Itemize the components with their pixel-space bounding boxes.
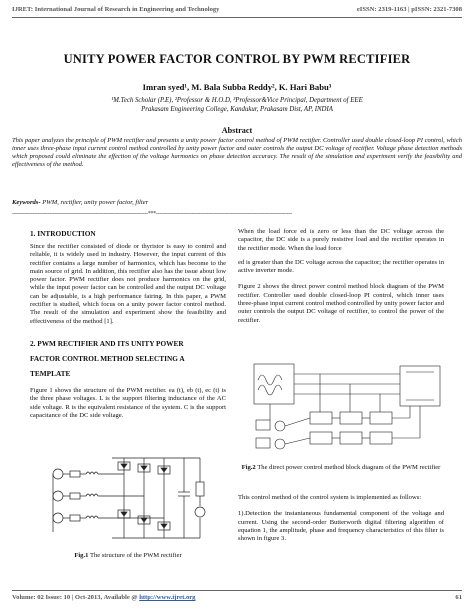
figure-1-circuit bbox=[50, 452, 230, 544]
section-2-heading-line-1: 2. PWM RECTIFIER AND ITS UNITY POWER bbox=[30, 338, 184, 348]
journal-header bbox=[12, 6, 462, 13]
figure-2-caption-text: The direct power control method block diagram of the PWM rectifier bbox=[255, 464, 441, 471]
section-1-heading: 1. INTRODUCTION bbox=[30, 229, 96, 238]
footer-rule bbox=[12, 590, 462, 591]
figure-2-block-diagram bbox=[250, 360, 446, 458]
section-1-text: Since the rectifier consisted of diode or thyristor is easy to control and reliable, it is widely used in industry. However, the input current of this rectifier contains a large number of harmonics, which has become to the main source of grid. In addition, this rectifier also has the issue about low power factor. PWM rectifier does not produce harmonics on the grid, while the input power factor can be controlled and the output DC voltage can be adjustable, is a high performance fairing. In this paper, a PWM rectifier is studied, which focus on a unity power factor control method. The result of the simulation and experiment show the feasibility and effectiveness of the method [1]. bbox=[30, 243, 226, 325]
right-paragraph-4: This control method of the control system is implemented as follows: bbox=[238, 494, 422, 501]
footer-volume-info bbox=[12, 594, 195, 601]
keywords bbox=[12, 199, 462, 206]
section-separator: --------------------------------------------------------------------------------***-------------------------------------------------------------------------------- bbox=[12, 211, 292, 217]
section-2-heading bbox=[30, 336, 226, 381]
journal-link[interactable]: http://www.ijret.org bbox=[139, 594, 196, 601]
figure-2-label: Fig.2 bbox=[241, 464, 256, 471]
affiliation-line-2: Prakasam Engineering College, Kandukur, Prakasam Dist, AP, INDIA bbox=[141, 106, 333, 113]
header-rule bbox=[12, 17, 462, 18]
left-column bbox=[30, 228, 226, 420]
keywords-label: Keywords- bbox=[12, 199, 41, 206]
figure-1-caption-text: The structure of the PWM rectifier bbox=[88, 552, 182, 559]
right-paragraph-3: Figure 2 shows the direct power control method block diagram of the PWM rectifier. Controller used double closed-loop PI control, which inner uses three-phase input current control method controlled by unity power factor and outer controls the output DC voltage of rectifier, to control the power of the rectifier. bbox=[238, 283, 444, 324]
right-paragraph-2: ed is greater than the DC voltage across the capacitor; the rectifier operates in active inverter mode. bbox=[238, 258, 444, 275]
section-2-heading-line-3: TEMPLATE bbox=[30, 368, 71, 378]
figure-1-label: Fig.1 bbox=[74, 552, 89, 559]
affiliation-line-1: ¹M.Tech Scholar (P.E), ²Professor & H.O.D, ³Professor&Vice Principal, Department of EEE bbox=[111, 97, 363, 104]
header-issn: eISSN: 2319-1163 | pISSN: 2321-7308 bbox=[356, 6, 462, 13]
section-2-heading-line-2: FACTOR CONTROL METHOD SELECTING A bbox=[30, 353, 185, 363]
figure-2-caption bbox=[238, 464, 444, 473]
page-number: 61 bbox=[455, 594, 462, 601]
paper-title: UNITY POWER FACTOR CONTROL BY PWM RECTIFIER bbox=[63, 52, 411, 66]
footer-volume-text: Volume: 02 Issue: 10 | Oct-2013, Available @ bbox=[12, 594, 140, 601]
right-column bbox=[238, 228, 444, 325]
header-journal-name: IJRET: International Journal of Research in Engineering and Technology bbox=[12, 6, 220, 13]
author-list: Imran syed¹, M. Bala Subba Reddy², K. Hari Babu³ bbox=[142, 82, 332, 92]
right-paragraph-1: When the load force ed is zero or less than the DC voltage across the capacitor, the DC side is a purely resistive load and the rectifier operates in the rectifier mode. When the load force bbox=[238, 228, 444, 252]
abstract-heading: Abstract bbox=[221, 126, 253, 135]
keywords-text: PWM, rectifier, unity power factor, filter bbox=[40, 199, 149, 206]
right-paragraph-5: 1).Detection the instantaneous fundamental component of the voltage and current. Using the second-order Butterworth digital filtering algorithm of equation 1, the amplitude, phase and frequency characteristics of this filter is shown in figure 3. bbox=[238, 510, 444, 543]
page-footer bbox=[12, 594, 462, 601]
figure-1-caption bbox=[30, 552, 226, 559]
section-2-text: Figure 1 shows the structure of the PWM rectifier. ea (t), eb (t), ec (t) is the three phase voltages. L is the support filtering inductance of the AC side voltage. R is the equivalent resistance of the system. C is the support capacitance of the DC side voltage. bbox=[30, 386, 226, 419]
right-column-lower bbox=[238, 494, 444, 543]
abstract-text: This paper analyzes the principle of PWM rectifier and presents a unity power factor control method of PWM rectifier. Controller used double closed-loop PI control, which inner uses three-phase input current control method controlled by unity power factor and outer controls the output DC voltage of rectifier. Voltage phase detection methods which proposed could eliminate the effection of the voltage harmonics on phase detection accuracy. The result of the simulation and experiment verify the feasibility and effectiveness of the method. bbox=[12, 137, 462, 168]
